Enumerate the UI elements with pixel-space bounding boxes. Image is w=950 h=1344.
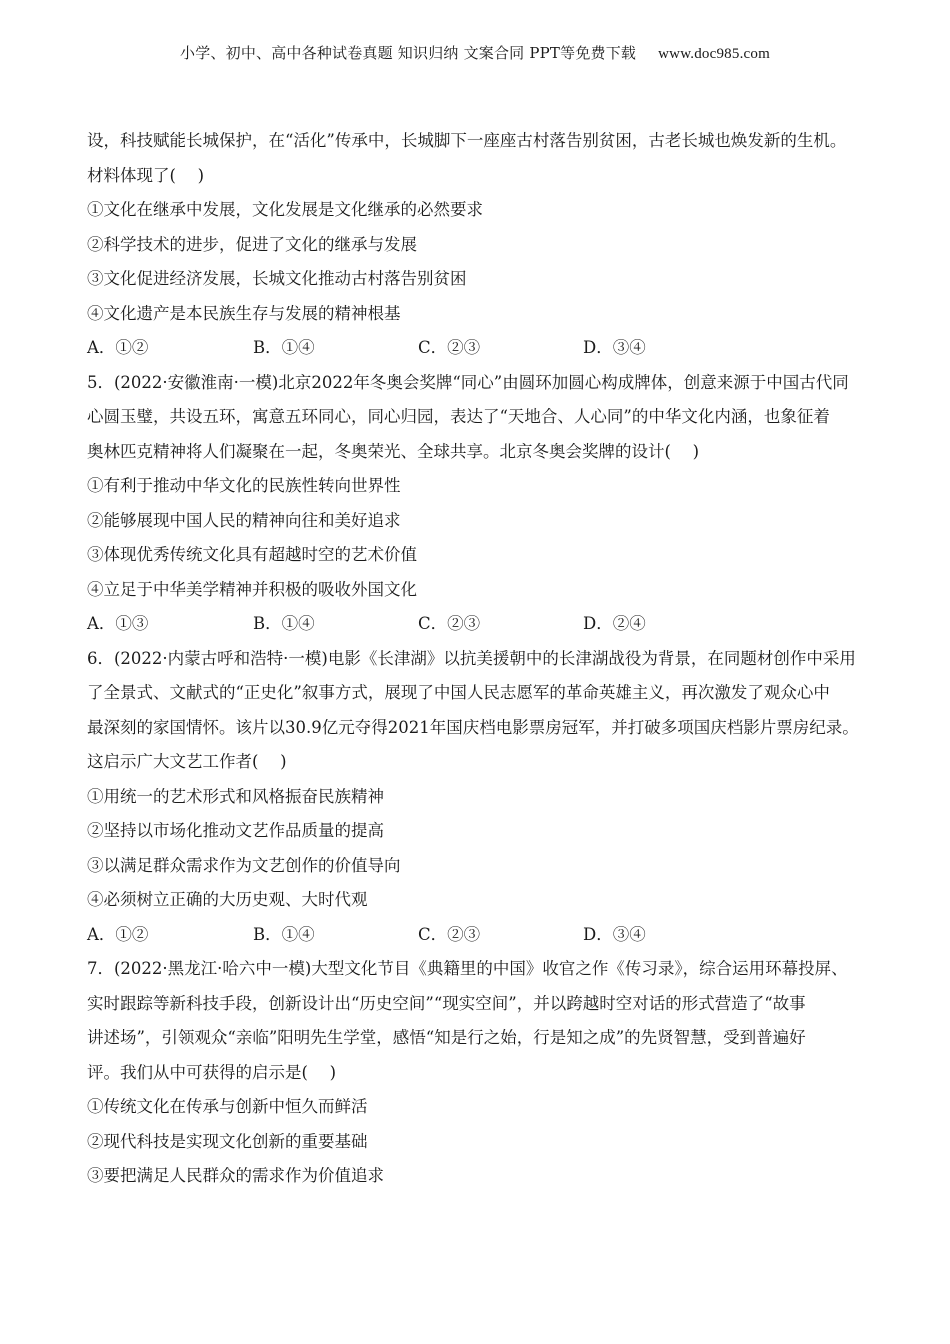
- question-text-line: 这启示广大文艺工作者( ): [87, 752, 287, 771]
- answer-c: C．②③: [418, 924, 481, 944]
- question-6: [87, 642, 877, 953]
- question-content: [87, 124, 877, 1194]
- answer-choices: [87, 607, 877, 642]
- option-item: ①用统一的艺术形式和风格振奋民族精神: [87, 786, 384, 806]
- answer-d: D．②④: [583, 614, 646, 633]
- question-text-line: 6．(2022·内蒙古呼和浩特·一模)电影《长津湖》以抗美援朝中的长津湖战役为背景，在同题材创作中采用: [87, 648, 856, 668]
- question-text-line: 讲述场”，引领观众“亲临”阳明先生学堂，感悟“知是行之始，行是知之成”的先贤智慧，受到普遍好: [87, 1028, 806, 1047]
- question-prompt: 材料体现了( ): [87, 165, 205, 185]
- page-header: [0, 42, 950, 63]
- option-item: ①传统文化在传承与创新中恒久而鲜活: [87, 1097, 368, 1116]
- option-item: ③要把满足人民群众的需求作为价值追求: [87, 1166, 384, 1185]
- question-text-line: 奥林匹克精神将人们凝聚在一起，冬奥荣光、全球共享。北京冬奥会奖牌的设计( ): [87, 441, 700, 461]
- header-text: 小学、初中、高中各种试卷真题 知识归纳 文案合同 PPT等免费下载: [180, 44, 637, 62]
- answer-a: A．①②: [87, 338, 149, 357]
- answer-b: B．①④: [253, 614, 315, 633]
- option-item: ③体现优秀传统文化具有超越时空的艺术价值: [87, 545, 417, 564]
- option-item: ④必须树立正确的大历史观、大时代观: [87, 890, 368, 909]
- option-item: ③文化促进经济发展，长城文化推动古村落告别贫困: [87, 269, 467, 288]
- question-4: [87, 124, 877, 366]
- answer-b: B．①④: [253, 924, 315, 944]
- question-text-line: 评。我们从中可获得的启示是( ): [87, 1062, 337, 1082]
- option-item: ①有利于推动中华文化的民族性转向世界性: [87, 476, 401, 495]
- question-5: [87, 366, 877, 642]
- question-7: [87, 952, 877, 1194]
- answer-a: A．①②: [87, 924, 149, 944]
- answer-c: C．②③: [418, 614, 481, 633]
- answer-d: D．③④: [583, 924, 646, 944]
- question-text-line: 最深刻的家国情怀。该片以30.9亿元夺得2021年国庆档电影票房冠军，并打破多项国庆档影片票房纪录。: [87, 717, 859, 737]
- option-item: ④立足于中华美学精神并积极的吸收外国文化: [87, 579, 417, 599]
- option-item: ②科学技术的进步，促进了文化的继承与发展: [87, 234, 417, 254]
- option-item: ①文化在继承中发展，文化发展是文化继承的必然要求: [87, 200, 483, 219]
- question-text-line: 了全景式、文献式的“正史化”叙事方式，展现了中国人民志愿军的革命英雄主义，再次激发了观众心中: [87, 683, 830, 702]
- question-text-line: 心圆玉璧，共设五环，寓意五环同心，同心归园，表达了“天地合、人心同”的中华文化内涵，也象征着: [87, 407, 830, 426]
- question-text-line: 实时跟踪等新科技手段，创新设计出“历史空间”“现实空间”，并以跨越时空对话的形式营造了“故事: [87, 993, 806, 1013]
- option-item: ④文化遗产是本民族生存与发展的精神根基: [87, 303, 401, 323]
- answer-d: D．③④: [583, 338, 646, 357]
- header-site-link[interactable]: www.doc985.com: [658, 46, 770, 62]
- answer-choices: [87, 918, 877, 953]
- question-text-line: 设，科技赋能长城保护，在“活化”传承中，长城脚下一座座古村落告别贫困，古老长城也焕发新的生机。: [87, 131, 847, 150]
- answer-a: A．①③: [87, 614, 149, 633]
- option-item: ②坚持以市场化推动文艺作品质量的提高: [87, 821, 384, 840]
- option-item: ②现代科技是实现文化创新的重要基础: [87, 1131, 368, 1151]
- answer-b: B．①④: [253, 338, 315, 357]
- option-item: ②能够展现中国人民的精神向往和美好追求: [87, 510, 401, 530]
- answer-c: C．②③: [418, 338, 481, 357]
- question-text-line: 5．(2022·安徽淮南·一模)北京2022年冬奥会奖牌“同心”由圆环加圆心构成牌体，创意来源于中国古代同: [87, 372, 849, 392]
- question-text-line: 7．(2022·黑龙江·哈六中一模)大型文化节目《典籍里的中国》收官之作《传习录》，综合运用环幕投屏、: [87, 959, 848, 978]
- answer-choices: [87, 331, 877, 366]
- option-item: ③以满足群众需求作为文艺创作的价值导向: [87, 855, 401, 875]
